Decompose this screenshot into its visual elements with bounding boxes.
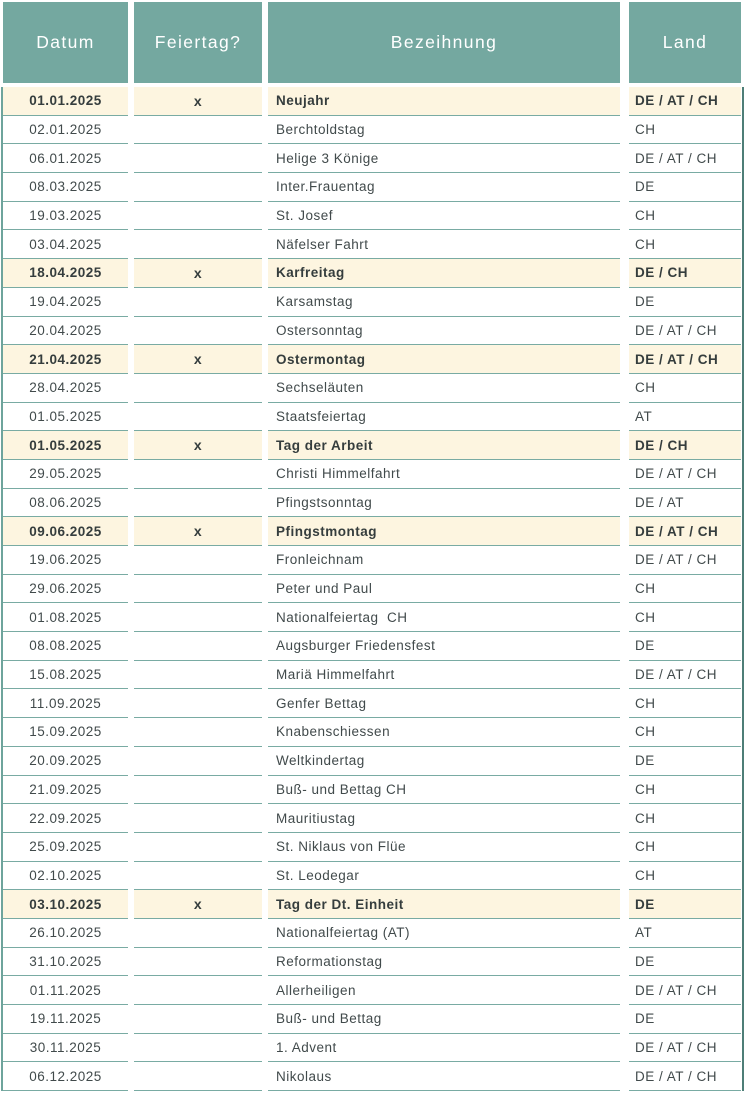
cell-land: DE / AT / CH [629, 1034, 741, 1063]
cell-feiertag-flag [134, 403, 262, 432]
cell-land: CH [629, 202, 741, 231]
cell-feiertag-flag [134, 1034, 262, 1063]
cell-bezeichnung: Sechseläuten [268, 374, 620, 403]
table-row [3, 345, 742, 374]
cell-land: CH [629, 116, 741, 145]
holiday-table [1, 2, 744, 1091]
table-row [3, 833, 742, 862]
table-row [3, 862, 742, 891]
cell-datum: 15.08.2025 [3, 661, 128, 690]
cell-feiertag-flag [134, 1062, 262, 1091]
cell-feiertag-flag [134, 919, 262, 948]
table-row [3, 776, 742, 805]
cell-bezeichnung: Nationalfeiertag CH [268, 603, 620, 632]
table-row [3, 403, 742, 432]
column-gap [620, 546, 629, 575]
cell-land: DE / AT / CH [629, 460, 741, 489]
cell-feiertag-flag [134, 202, 262, 231]
column-gap [620, 1062, 629, 1091]
column-gap [620, 173, 629, 202]
cell-bezeichnung: St. Josef [268, 202, 620, 231]
column-gap [620, 288, 629, 317]
table-header [1, 2, 744, 83]
cell-feiertag-flag [134, 862, 262, 891]
cell-feiertag-flag: x [134, 87, 262, 116]
cell-bezeichnung: Pfingstsonntag [268, 489, 620, 518]
table-row [3, 230, 742, 259]
cell-bezeichnung: Peter und Paul [268, 575, 620, 604]
column-gap [620, 661, 629, 690]
cell-land: CH [629, 776, 741, 805]
table-row [3, 603, 742, 632]
cell-bezeichnung: Berchtoldstag [268, 116, 620, 145]
table-row [3, 546, 742, 575]
cell-bezeichnung: Allerheiligen [268, 976, 620, 1005]
cell-feiertag-flag [134, 144, 262, 173]
cell-bezeichnung: Staatsfeiertag [268, 403, 620, 432]
cell-datum: 19.03.2025 [3, 202, 128, 231]
cell-land: DE [629, 890, 741, 919]
table-row [3, 87, 742, 116]
cell-land: CH [629, 603, 741, 632]
cell-datum: 11.09.2025 [3, 689, 128, 718]
cell-land: DE [629, 1005, 741, 1034]
column-header-land: Land [629, 2, 741, 83]
column-gap [620, 87, 629, 116]
cell-datum: 06.01.2025 [3, 144, 128, 173]
cell-datum: 30.11.2025 [3, 1034, 128, 1063]
column-gap [620, 489, 629, 518]
cell-bezeichnung: 1. Advent [268, 1034, 620, 1063]
cell-land: DE / AT [629, 489, 741, 518]
cell-feiertag-flag [134, 489, 262, 518]
column-gap [620, 144, 629, 173]
column-gap [620, 345, 629, 374]
cell-datum: 31.10.2025 [3, 948, 128, 977]
cell-bezeichnung: St. Niklaus von Flüe [268, 833, 620, 862]
cell-bezeichnung: Buß- und Bettag [268, 1005, 620, 1034]
table-row [3, 173, 742, 202]
cell-bezeichnung: Augsburger Friedensfest [268, 632, 620, 661]
table-row [3, 144, 742, 173]
cell-bezeichnung: Pfingstmontag [268, 517, 620, 546]
column-gap [620, 689, 629, 718]
cell-bezeichnung: Ostersonntag [268, 317, 620, 346]
cell-bezeichnung: Knabenschiessen [268, 718, 620, 747]
table-row [3, 575, 742, 604]
cell-datum: 02.10.2025 [3, 862, 128, 891]
column-gap [620, 862, 629, 891]
cell-feiertag-flag [134, 747, 262, 776]
cell-land: DE / AT / CH [629, 1062, 741, 1091]
table-row [3, 718, 742, 747]
cell-feiertag-flag [134, 317, 262, 346]
cell-land: CH [629, 575, 741, 604]
cell-datum: 01.11.2025 [3, 976, 128, 1005]
table-row [3, 431, 742, 460]
cell-feiertag-flag [134, 1005, 262, 1034]
column-gap [620, 632, 629, 661]
cell-feiertag-flag [134, 374, 262, 403]
cell-bezeichnung: Reformationstag [268, 948, 620, 977]
column-gap [620, 431, 629, 460]
column-gap [620, 718, 629, 747]
cell-feiertag-flag [134, 288, 262, 317]
column-gap [620, 1005, 629, 1034]
cell-bezeichnung: Näfelser Fahrt [268, 230, 620, 259]
cell-land: DE / AT / CH [629, 317, 741, 346]
table-row [3, 116, 742, 145]
table-row [3, 489, 742, 518]
cell-datum: 08.06.2025 [3, 489, 128, 518]
cell-datum: 19.04.2025 [3, 288, 128, 317]
cell-datum: 09.06.2025 [3, 517, 128, 546]
column-gap [620, 517, 629, 546]
column-gap [620, 976, 629, 1005]
cell-land: AT [629, 919, 741, 948]
cell-datum: 01.05.2025 [3, 403, 128, 432]
cell-datum: 28.04.2025 [3, 374, 128, 403]
cell-land: CH [629, 230, 741, 259]
column-gap [620, 116, 629, 145]
cell-feiertag-flag: x [134, 431, 262, 460]
cell-bezeichnung: Weltkindertag [268, 747, 620, 776]
cell-land: DE / AT / CH [629, 144, 741, 173]
table-row [3, 804, 742, 833]
cell-datum: 01.08.2025 [3, 603, 128, 632]
cell-datum: 29.06.2025 [3, 575, 128, 604]
cell-feiertag-flag [134, 603, 262, 632]
table-row [3, 460, 742, 489]
column-gap [620, 919, 629, 948]
cell-bezeichnung: Genfer Bettag [268, 689, 620, 718]
cell-feiertag-flag [134, 661, 262, 690]
column-gap [620, 603, 629, 632]
column-gap [620, 948, 629, 977]
table-row [3, 689, 742, 718]
column-gap [620, 374, 629, 403]
cell-bezeichnung: Nikolaus [268, 1062, 620, 1091]
cell-land: DE / AT / CH [629, 517, 741, 546]
cell-land: DE [629, 948, 741, 977]
cell-datum: 18.04.2025 [3, 259, 128, 288]
table-row [3, 661, 742, 690]
cell-feiertag-flag [134, 948, 262, 977]
cell-feiertag-flag: x [134, 259, 262, 288]
cell-feiertag-flag [134, 833, 262, 862]
column-gap [620, 317, 629, 346]
cell-land: CH [629, 689, 741, 718]
cell-land: DE [629, 173, 741, 202]
cell-land: DE [629, 288, 741, 317]
cell-datum: 01.05.2025 [3, 431, 128, 460]
column-gap [620, 202, 629, 231]
cell-feiertag-flag: x [134, 345, 262, 374]
cell-bezeichnung: Fronleichnam [268, 546, 620, 575]
cell-datum: 01.01.2025 [3, 87, 128, 116]
column-gap [620, 1034, 629, 1063]
cell-datum: 19.11.2025 [3, 1005, 128, 1034]
cell-datum: 29.05.2025 [3, 460, 128, 489]
table-row [3, 948, 742, 977]
cell-datum: 15.09.2025 [3, 718, 128, 747]
column-gap [620, 230, 629, 259]
cell-datum: 03.04.2025 [3, 230, 128, 259]
table-row [3, 202, 742, 231]
cell-datum: 21.04.2025 [3, 345, 128, 374]
cell-feiertag-flag [134, 173, 262, 202]
column-gap [620, 460, 629, 489]
column-gap [620, 890, 629, 919]
table-row [3, 919, 742, 948]
table-row [3, 374, 742, 403]
cell-land: CH [629, 804, 741, 833]
cell-feiertag-flag [134, 632, 262, 661]
cell-bezeichnung: Inter.Frauentag [268, 173, 620, 202]
cell-bezeichnung: Christi Himmelfahrt [268, 460, 620, 489]
table-row [3, 517, 742, 546]
cell-bezeichnung: Tag der Dt. Einheit [268, 890, 620, 919]
cell-land: CH [629, 862, 741, 891]
column-header-datum: Datum [3, 2, 128, 83]
cell-datum: 02.01.2025 [3, 116, 128, 145]
cell-bezeichnung: Buß- und Bettag CH [268, 776, 620, 805]
cell-land: DE [629, 632, 741, 661]
table-row [3, 747, 742, 776]
cell-land: DE / CH [629, 431, 741, 460]
cell-feiertag-flag [134, 460, 262, 489]
cell-bezeichnung: Mauritiustag [268, 804, 620, 833]
table-row [3, 317, 742, 346]
cell-land: DE / CH [629, 259, 741, 288]
cell-bezeichnung: Karfreitag [268, 259, 620, 288]
cell-datum: 25.09.2025 [3, 833, 128, 862]
table-row [3, 976, 742, 1005]
table-row [3, 1062, 742, 1091]
cell-bezeichnung: St. Leodegar [268, 862, 620, 891]
cell-datum: 20.09.2025 [3, 747, 128, 776]
cell-feiertag-flag [134, 804, 262, 833]
column-gap [620, 804, 629, 833]
table-row [3, 890, 742, 919]
cell-feiertag-flag [134, 116, 262, 145]
cell-datum: 08.08.2025 [3, 632, 128, 661]
cell-datum: 21.09.2025 [3, 776, 128, 805]
column-gap [620, 747, 629, 776]
table-row [3, 288, 742, 317]
cell-bezeichnung: Tag der Arbeit [268, 431, 620, 460]
cell-feiertag-flag [134, 718, 262, 747]
column-gap [620, 259, 629, 288]
column-header-bezeichnung: Bezeihnung [268, 2, 620, 83]
column-gap [620, 575, 629, 604]
cell-bezeichnung: Karsamstag [268, 288, 620, 317]
cell-land: DE / AT / CH [629, 976, 741, 1005]
cell-land: AT [629, 403, 741, 432]
cell-bezeichnung: Nationalfeiertag (AT) [268, 919, 620, 948]
cell-feiertag-flag [134, 689, 262, 718]
cell-datum: 06.12.2025 [3, 1062, 128, 1091]
cell-land: DE / AT / CH [629, 87, 741, 116]
cell-feiertag-flag [134, 230, 262, 259]
table-row [3, 1005, 742, 1034]
cell-land: DE / AT / CH [629, 661, 741, 690]
table-row [3, 632, 742, 661]
cell-datum: 03.10.2025 [3, 890, 128, 919]
cell-feiertag-flag [134, 546, 262, 575]
column-gap [620, 403, 629, 432]
cell-land: CH [629, 833, 741, 862]
cell-feiertag-flag [134, 776, 262, 805]
cell-bezeichnung: Helige 3 Könige [268, 144, 620, 173]
cell-land: CH [629, 718, 741, 747]
cell-feiertag-flag [134, 575, 262, 604]
cell-bezeichnung: Neujahr [268, 87, 620, 116]
table-row [3, 259, 742, 288]
column-gap [620, 833, 629, 862]
cell-datum: 22.09.2025 [3, 804, 128, 833]
cell-feiertag-flag: x [134, 517, 262, 546]
cell-datum: 26.10.2025 [3, 919, 128, 948]
cell-land: DE / AT / CH [629, 345, 741, 374]
column-header-feiertag: Feiertag? [134, 2, 262, 83]
cell-datum: 20.04.2025 [3, 317, 128, 346]
table-row [3, 1034, 742, 1063]
cell-feiertag-flag: x [134, 890, 262, 919]
table-body [1, 87, 744, 1091]
cell-bezeichnung: Ostermontag [268, 345, 620, 374]
cell-land: CH [629, 374, 741, 403]
cell-feiertag-flag [134, 976, 262, 1005]
cell-bezeichnung: Mariä Himmelfahrt [268, 661, 620, 690]
cell-datum: 19.06.2025 [3, 546, 128, 575]
cell-land: DE [629, 747, 741, 776]
column-gap [620, 2, 629, 83]
cell-land: DE / AT / CH [629, 546, 741, 575]
column-gap [620, 776, 629, 805]
cell-datum: 08.03.2025 [3, 173, 128, 202]
